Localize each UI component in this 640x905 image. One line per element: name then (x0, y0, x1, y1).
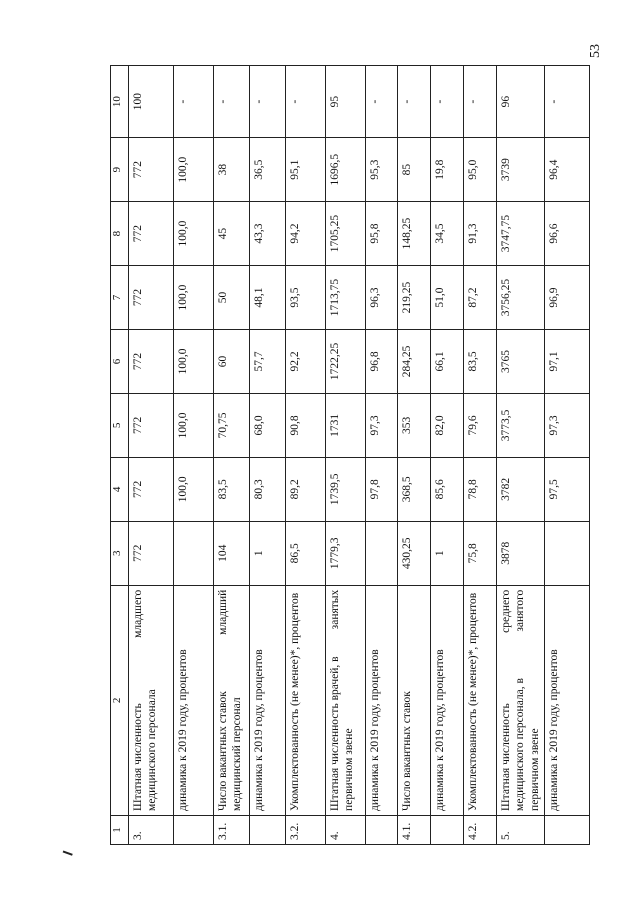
value-cell: - (545, 66, 590, 138)
rotated-table-container (110, 65, 561, 845)
value-cell: 95,8 (366, 202, 398, 266)
value-cell: 95,1 (286, 138, 326, 202)
table-row (431, 66, 464, 845)
row-number (545, 815, 590, 844)
value-cell: 86,5 (286, 521, 326, 585)
value-cell: 1713,75 (326, 266, 366, 330)
value-cell: 772 (129, 393, 174, 457)
table-row (214, 66, 250, 845)
value-cell: 75,8 (464, 521, 497, 585)
value-cell: 95,3 (366, 138, 398, 202)
value-cell: 95,0 (464, 138, 497, 202)
value-cell: 104 (214, 521, 250, 585)
row-number: 4. (326, 815, 366, 844)
row-label-right: младший (217, 589, 229, 635)
value-cell: 1 (250, 521, 286, 585)
row-label: Укомплектованность (не менее)*, процентов (289, 592, 301, 811)
value-cell: 96,9 (545, 266, 590, 330)
row-label-cell (431, 585, 464, 815)
value-cell (174, 521, 214, 585)
row-number: 3.1. (214, 815, 250, 844)
value-cell: 93,5 (286, 266, 326, 330)
table-row (464, 66, 497, 845)
value-cell: 96,8 (366, 329, 398, 393)
value-cell: 96,3 (366, 266, 398, 330)
header-row (111, 66, 129, 845)
value-cell: 80,3 (250, 457, 286, 521)
value-cell: 43,3 (250, 202, 286, 266)
value-cell (366, 521, 398, 585)
table-row (250, 66, 286, 845)
value-cell: 1779,3 (326, 521, 366, 585)
row-label: Штатная численность медицинского персонала, в первичном звене (500, 678, 541, 811)
table-row (545, 66, 590, 845)
value-cell: 50 (214, 266, 250, 330)
page-number: 53 (588, 44, 603, 58)
value-cell: 89,2 (286, 457, 326, 521)
value-cell: 3747,75 (497, 202, 545, 266)
header-cell: 5 (111, 393, 129, 457)
value-cell: 34,5 (431, 202, 464, 266)
value-cell: 100,0 (174, 393, 214, 457)
row-label: Штатная численность медицинского персонала (132, 689, 159, 811)
value-cell: 66,1 (431, 329, 464, 393)
row-label-cell (129, 585, 174, 815)
value-cell: 772 (129, 202, 174, 266)
row-label-cell (326, 585, 366, 815)
header-cell: 10 (111, 66, 129, 138)
value-cell: 51,0 (431, 266, 464, 330)
value-cell: 100,0 (174, 457, 214, 521)
row-number: 4.2. (464, 815, 497, 844)
value-cell: 100,0 (174, 266, 214, 330)
table-row (286, 66, 326, 845)
value-cell: 36,5 (250, 138, 286, 202)
value-cell: 87,2 (464, 266, 497, 330)
row-label-cell (464, 585, 497, 815)
value-cell: 83,5 (464, 329, 497, 393)
value-cell: 100,0 (174, 202, 214, 266)
value-cell: 100,0 (174, 329, 214, 393)
value-cell: 70,75 (214, 393, 250, 457)
value-cell: 82,0 (431, 393, 464, 457)
value-cell: 97,5 (545, 457, 590, 521)
value-cell: - (174, 66, 214, 138)
row-label: динамика к 2019 году, процентов (434, 649, 446, 811)
row-label-right: занятых (329, 589, 341, 630)
value-cell: 19,8 (431, 138, 464, 202)
value-cell: 79,6 (464, 393, 497, 457)
value-cell: 1722,25 (326, 329, 366, 393)
row-label-cell (366, 585, 398, 815)
value-cell: 96,6 (545, 202, 590, 266)
value-cell: 353 (398, 393, 431, 457)
row-number: 5. (497, 815, 545, 844)
row-label: Укомплектованность (не менее)*, процентов (467, 592, 479, 811)
row-label: Число вакантных ставок (401, 691, 413, 811)
table-row (174, 66, 214, 845)
value-cell: - (286, 66, 326, 138)
row-label-right: младшего (132, 589, 144, 638)
table-row (497, 66, 545, 845)
header-cell: 8 (111, 202, 129, 266)
value-cell: 97,3 (366, 393, 398, 457)
row-label-cell (398, 585, 431, 815)
value-cell: 90,8 (286, 393, 326, 457)
value-cell: 368,5 (398, 457, 431, 521)
row-number (250, 815, 286, 844)
row-number: 4.1. (398, 815, 431, 844)
row-label: Штатная численность врачей, в первичном звене (329, 656, 356, 811)
scan-mark (61, 850, 72, 859)
data-table (110, 65, 590, 845)
value-cell: 772 (129, 138, 174, 202)
value-cell: - (250, 66, 286, 138)
row-label-cell (545, 585, 590, 815)
header-cell: 4 (111, 457, 129, 521)
row-number (174, 815, 214, 844)
value-cell: 148,25 (398, 202, 431, 266)
value-cell: 85 (398, 138, 431, 202)
row-number (366, 815, 398, 844)
value-cell: 219,25 (398, 266, 431, 330)
value-cell: - (431, 66, 464, 138)
value-cell: 430,25 (398, 521, 431, 585)
value-cell: 3773,5 (497, 393, 545, 457)
value-cell: 1705,25 (326, 202, 366, 266)
value-cell (545, 521, 590, 585)
row-label: динамика к 2019 году, процентов (253, 649, 265, 811)
value-cell: 100,0 (174, 138, 214, 202)
row-label-cell (174, 585, 214, 815)
value-cell: 38 (214, 138, 250, 202)
value-cell: - (366, 66, 398, 138)
value-cell: 78,8 (464, 457, 497, 521)
value-cell: 1 (431, 521, 464, 585)
value-cell: 1696,5 (326, 138, 366, 202)
value-cell: 1739,5 (326, 457, 366, 521)
row-label: динамика к 2019 году, процентов (177, 649, 189, 811)
value-cell: 3878 (497, 521, 545, 585)
value-cell: 772 (129, 521, 174, 585)
row-label-right: среднего занятого (500, 589, 527, 633)
value-cell: 97,1 (545, 329, 590, 393)
value-cell: 772 (129, 266, 174, 330)
value-cell: - (398, 66, 431, 138)
value-cell: 96,4 (545, 138, 590, 202)
row-label-cell (250, 585, 286, 815)
value-cell: 96 (497, 66, 545, 138)
value-cell: 100 (129, 66, 174, 138)
value-cell: 97,8 (366, 457, 398, 521)
value-cell: 85,6 (431, 457, 464, 521)
value-cell: 68,0 (250, 393, 286, 457)
value-cell: 48,1 (250, 266, 286, 330)
header-cell: 7 (111, 266, 129, 330)
value-cell: 3756,25 (497, 266, 545, 330)
value-cell: 1731 (326, 393, 366, 457)
value-cell: 3765 (497, 329, 545, 393)
row-number: 3. (129, 815, 174, 844)
value-cell: 97,3 (545, 393, 590, 457)
header-cell: 1 (111, 815, 129, 844)
row-label-cell (497, 585, 545, 815)
table-row (398, 66, 431, 845)
value-cell: 772 (129, 329, 174, 393)
table-body (111, 66, 590, 845)
value-cell: - (214, 66, 250, 138)
row-label: динамика к 2019 году, процентов (369, 649, 381, 811)
value-cell: 3782 (497, 457, 545, 521)
value-cell: 45 (214, 202, 250, 266)
row-number (431, 815, 464, 844)
header-cell: 6 (111, 329, 129, 393)
value-cell: 284,25 (398, 329, 431, 393)
row-label: Число вакантных ставок медицинский персонал (217, 691, 244, 811)
value-cell: - (464, 66, 497, 138)
row-label: динамика к 2019 году, процентов (548, 649, 561, 811)
value-cell: 95 (326, 66, 366, 138)
row-label-cell (286, 585, 326, 815)
value-cell: 92,2 (286, 329, 326, 393)
value-cell: 60 (214, 329, 250, 393)
value-cell: 83,5 (214, 457, 250, 521)
header-cell: 9 (111, 138, 129, 202)
value-cell: 57,7 (250, 329, 286, 393)
header-cell: 3 (111, 521, 129, 585)
row-label-cell (214, 585, 250, 815)
value-cell: 91,3 (464, 202, 497, 266)
value-cell: 772 (129, 457, 174, 521)
table-row (366, 66, 398, 845)
value-cell: 3739 (497, 138, 545, 202)
table-row (129, 66, 174, 845)
header-cell: 2 (111, 585, 129, 815)
row-number: 3.2. (286, 815, 326, 844)
value-cell: 94,2 (286, 202, 326, 266)
table-row (326, 66, 366, 845)
